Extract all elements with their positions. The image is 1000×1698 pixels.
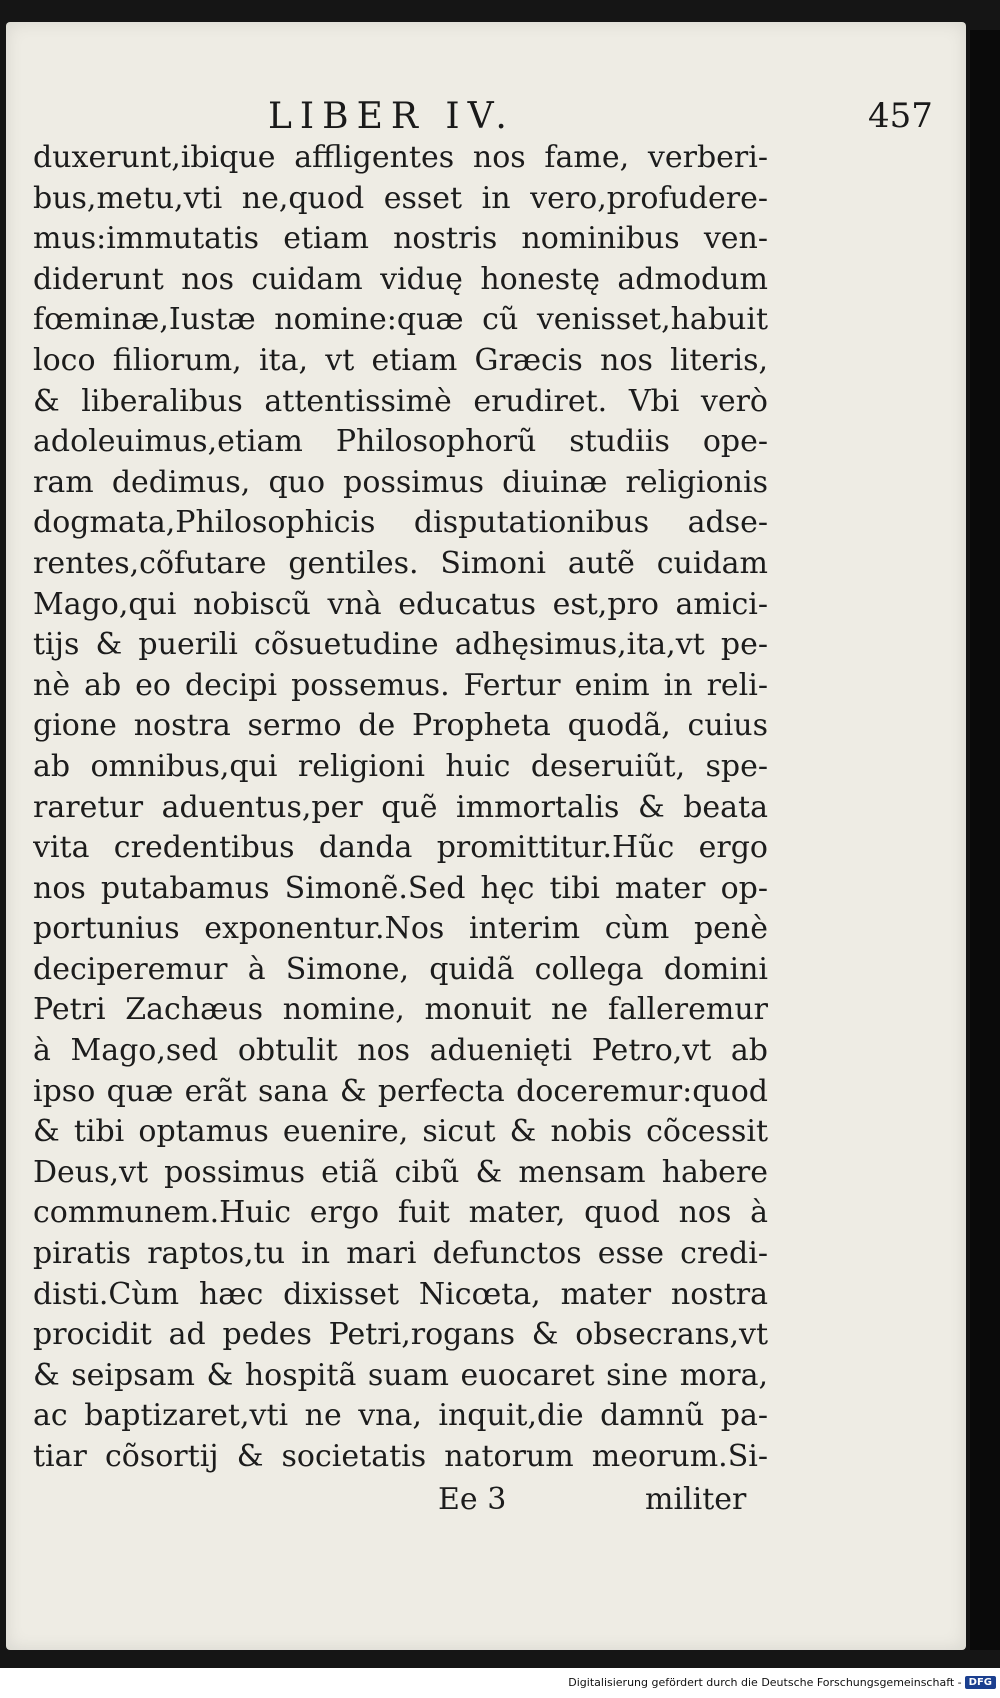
- text-line: diderunt nos cuidam viduę honestę admodum: [33, 261, 768, 297]
- text-line: à Mago,sed obtulit nos aduenięti Petro,vt ab: [33, 1033, 768, 1069]
- text-line: & seipsam & hospitã suam euocaret sine mora,: [33, 1357, 768, 1393]
- text-line: vita credentibus danda promittitur.Hũc ergo: [33, 830, 768, 866]
- page-number: 457: [868, 96, 933, 136]
- text-line: deciperemur à Simone, quidã collega domini: [33, 951, 768, 987]
- text-line: procidit ad pedes Petri,rogans & obsecrans,vt: [33, 1317, 768, 1353]
- text-line: gione nostra sermo de Propheta quodã, cuius: [33, 708, 768, 744]
- text-line: nos putabamus Simonẽ.Sed hęc tibi mater op-: [33, 870, 768, 906]
- text-line: piratis raptos,tu in mari defunctos esse credi-: [33, 1236, 768, 1272]
- text-line: dogmata,Philosophicis disputationibus adse-: [33, 505, 768, 541]
- text-line: portunius exponentur.Nos interim cùm penè: [33, 911, 768, 947]
- text-line: duxerunt,ibique affligentes nos fame, verberi-: [33, 140, 768, 175]
- signature-mark: Ee 3: [438, 1482, 507, 1517]
- text-line: tiar cõsortij & societatis natorum meorum.Si-: [33, 1439, 768, 1474]
- text-line: ipso quæ erãt sana & perfecta doceremur:quod: [33, 1073, 768, 1109]
- text-line: tijs & puerili cõsuetudine adhęsimus,ita,vt pe-: [33, 627, 768, 663]
- text-line: fœminæ,Iustæ nomine:quæ cũ venisset,habuit: [33, 302, 768, 338]
- text-line: Petri Zachæus nomine, monuit ne falleremur: [33, 992, 768, 1028]
- text-line: ram dedimus, quo possimus diuinæ religionis: [33, 464, 768, 500]
- running-head: LIBER IV.: [268, 96, 515, 137]
- text-line: Deus,vt possimus etiã cibũ & mensam habere: [33, 1154, 768, 1190]
- text-line: & tibi optamus euenire, sicut & nobis cõcessit: [33, 1114, 768, 1150]
- text-line: mus:immutatis etiam nostris nominibus ven-: [33, 221, 768, 257]
- text-line: communem.Huic ergo fuit mater, quod nos à: [33, 1195, 768, 1231]
- text-line: loco filiorum, ita, vt etiam Græcis nos literis,: [33, 342, 768, 378]
- text-line: & liberalibus attentissimè erudiret. Vbi verò: [33, 383, 768, 419]
- credit-text: Digitalisierung gefördert durch die Deutsche Forschungsgemeinschaft -: [568, 1676, 962, 1689]
- dfg-logo: DFG: [965, 1676, 996, 1689]
- text-line: ab omnibus,qui religioni huic deseruiũt, spe-: [33, 748, 768, 784]
- text-line: bus,metu,vti ne,quod esset in vero,profudere-: [33, 180, 768, 216]
- text-line: ac baptizaret,vti ne vna, inquit,die damnũ pa-: [33, 1398, 768, 1434]
- text-line: nè ab eo decipi possemus. Fertur enim in reli-: [33, 667, 768, 703]
- digitization-credit: [568, 1676, 996, 1689]
- text-line: adoleuimus,etiam Philosophorũ studiis ope-: [33, 424, 768, 460]
- catchword: militer: [645, 1482, 747, 1517]
- text-line: rentes,cõfutare gentiles. Simoni autẽ cuidam: [33, 545, 768, 581]
- text-line: Mago,qui nobiscũ vnà educatus est,pro amici-: [33, 586, 768, 622]
- text-line: raretur aduentus,per quẽ immortalis & beata: [33, 789, 768, 825]
- book-edge: [970, 30, 1000, 1650]
- text-line: disti.Cùm hæc dixisset Nicœta, mater nostra: [33, 1276, 768, 1312]
- body-text: [33, 138, 768, 1478]
